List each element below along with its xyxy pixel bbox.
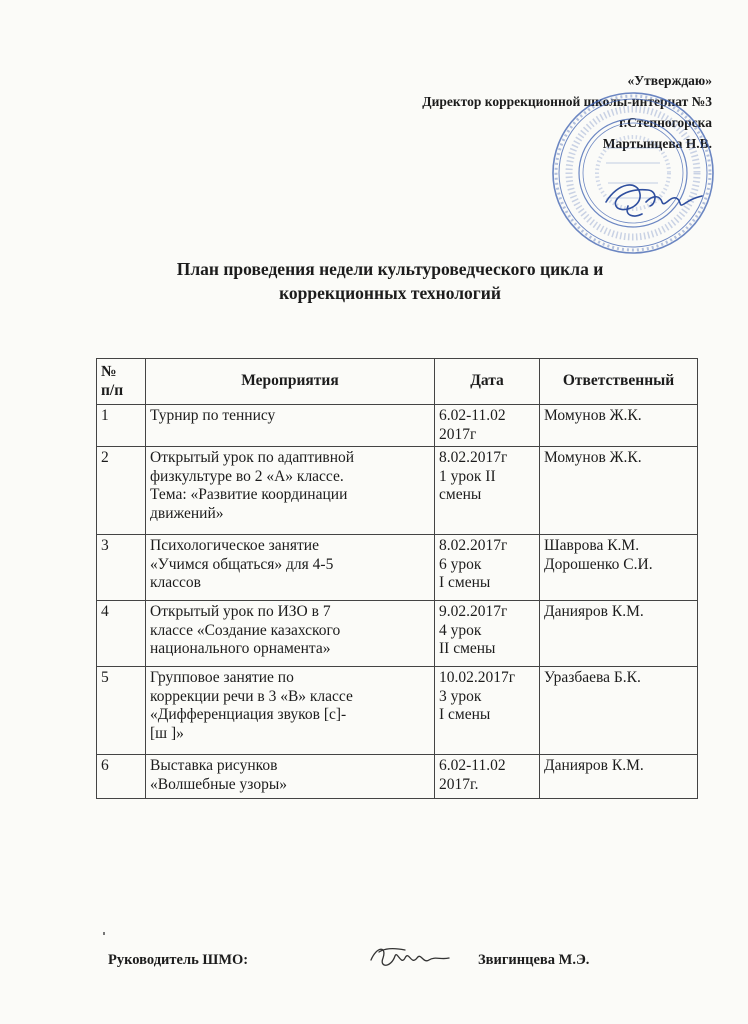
row-num: 4 [97, 601, 146, 667]
row-event: Психологическое занятие «Учимся общаться» для 4-5 классов [146, 535, 435, 601]
speck-mark [103, 932, 105, 935]
row-date: 10.02.2017г 3 урок I смены [435, 667, 540, 755]
row-num: 5 [97, 667, 146, 755]
row-num: 2 [97, 447, 146, 535]
row-event: Открытый урок по адаптивной физкультуре во 2 «А» классе. Тема: «Развитие координации движений» [146, 447, 435, 535]
director-signature-icon [598, 172, 708, 232]
title-line-1: План проведения недели культуроведческого цикла и [176, 259, 604, 279]
events-table [96, 358, 698, 799]
header-responsible: Ответственный [540, 359, 698, 405]
row-date: 6.02-11.02 2017г. [435, 755, 540, 799]
header-event: Мероприятия [146, 359, 435, 405]
row-date: 6.02-11.02 2017г [435, 405, 540, 447]
row-responsible: Уразбаева Б.К. [540, 667, 698, 755]
head-name: Звигинцева М.Э. [478, 952, 590, 968]
head-label: Руководитель ШМО: [108, 952, 249, 968]
row-responsible: Шаврова К.М. Дорошенко С.И. [540, 535, 698, 601]
row-date: 8.02.2017г 1 урок II смены [435, 447, 540, 535]
head-signature-icon [365, 938, 455, 978]
table-row [97, 405, 698, 447]
row-responsible: Данияров К.М. [540, 601, 698, 667]
row-num: 1 [97, 405, 146, 447]
header-date: Дата [435, 359, 540, 405]
row-event: Выставка рисунков «Волшебные узоры» [146, 755, 435, 799]
table-row [97, 667, 698, 755]
table-row [97, 601, 698, 667]
approval-line-3: г.Степногорска [619, 115, 712, 130]
table-row [97, 755, 698, 799]
row-num: 6 [97, 755, 146, 799]
row-date: 8.02.2017г 6 урок I смены [435, 535, 540, 601]
row-event: Турнир по теннису [146, 405, 435, 447]
row-num: 3 [97, 535, 146, 601]
row-responsible: Данияров К.М. [540, 755, 698, 799]
row-event: Групповое занятие по коррекции речи в 3 «В» классе «Дифференциация звуков [с]- [ш ]» [146, 667, 435, 755]
approval-line-4: Мартынцева Н.В. [602, 136, 712, 151]
title-line-2: коррекционных технологий [279, 283, 501, 303]
row-event: Открытый урок по ИЗО в 7 классе «Создание казахского национального орнамента» [146, 601, 435, 667]
approval-line-2: Директор коррекционной школы-интернат №3 [422, 94, 712, 109]
header-num: № п/п [97, 359, 146, 405]
row-responsible: Момунов Ж.К. [540, 405, 698, 447]
table-header-row [97, 359, 698, 405]
table-row [97, 447, 698, 535]
approval-line-1: «Утверждаю» [627, 73, 712, 88]
row-responsible: Момунов Ж.К. [540, 447, 698, 535]
row-date: 9.02.2017г 4 урок II смены [435, 601, 540, 667]
document-title [110, 257, 670, 305]
table-row [97, 535, 698, 601]
